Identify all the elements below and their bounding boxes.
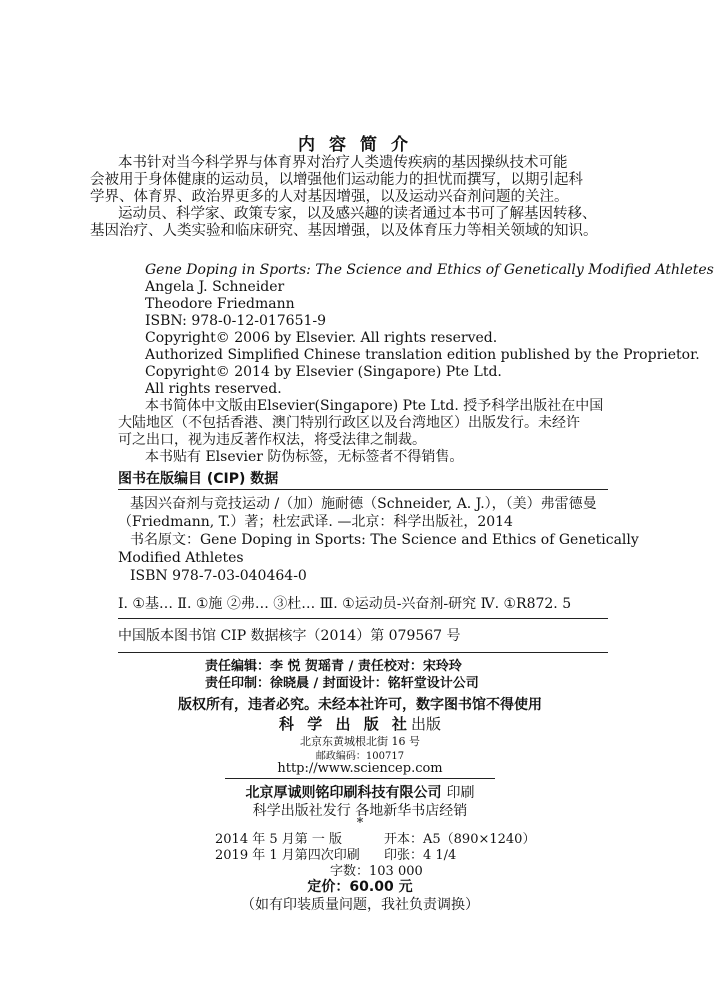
price: 定价：60.00 元: [307, 879, 413, 895]
edition-printing: 2019 年 1 月第四次印刷: [215, 848, 360, 863]
printer-name: 北京厚诚则铭印刷科技有限公司: [245, 785, 442, 801]
intro-line-4: 运动员、科学家、政策专家，以及感兴趣的读者通过本书可了解基因转移、: [118, 206, 597, 222]
quality-note: （如有印装质量问题，我社负责调换）: [241, 897, 479, 913]
page-title: 内容简介: [298, 135, 422, 155]
separator-star: *: [356, 816, 364, 831]
intro-line-1: 本书针对当今科学界与体育界对治疗人类遗传疾病的基因操纵技术可能: [118, 155, 568, 171]
license-line-2: 大陆地区（不包括香港、澳门特别行政区以及台湾地区）出版发行。未经许: [118, 415, 580, 431]
cip-line-1: 基因兴奋剂与竞技运动 /（加）施耐德（Schneider, A. J.），（美）弗雷德曼: [130, 496, 597, 512]
production-credits: 责任印制：徐晓晨 / 封面设计：铭轩堂设计公司: [205, 676, 479, 691]
edition-words: 字数：103 000: [330, 864, 423, 879]
publisher-postcode: 邮政编码：100717: [315, 751, 405, 762]
license-line-1: 本书简体中文版由Elsevier(Singapore) Pte Ltd. 授予科学出版社在中国: [145, 398, 604, 414]
publisher-address: 北京东黄城根北街 16 号: [300, 735, 420, 748]
publisher-rule: [225, 778, 495, 779]
edition-sheets: 印张：4 1/4: [384, 848, 457, 863]
printer-suffix: 印刷: [446, 785, 475, 801]
edition-format: 开本：A5（890×1240）: [384, 832, 536, 847]
editor-credits: 责任编辑：李 悦 贺瑶青 / 责任校对：宋玲玲: [205, 659, 462, 674]
publisher-name: 科 学 出 版 社: [279, 715, 411, 733]
cip-bottom-rule: [118, 618, 608, 619]
publisher-suffix: 出版: [410, 715, 441, 733]
license-line-3: 可之出口，视为违反著作权法，将受法律之制裁。: [118, 432, 426, 448]
original-isbn: ISBN: 978-0-12-017651-9: [145, 313, 327, 329]
intro-line-5: 基因治疗、人类实验和临床研究、基因增强，以及体育压力等相关领域的知识。: [90, 223, 598, 239]
cip-classification: Ⅰ. ①基… Ⅱ. ①施 ②弗… ③杜… Ⅲ. ①运动员-兴奋剂-研究 Ⅳ. ①R872. 5: [118, 596, 572, 612]
edition-first: 2014 年 5 月第 一 版: [215, 832, 343, 847]
publisher-url: http://www.sciencep.com: [277, 761, 443, 776]
cip-isbn: ISBN 978-7-03-040464-0: [130, 568, 307, 584]
authorization-note: Authorized Simplified Chinese translation edition published by the Proprietor.: [145, 347, 700, 363]
cip-top-rule: [118, 489, 608, 490]
author-2: Theodore Friedmann: [145, 296, 295, 312]
printer-line: [0, 782, 720, 802]
cip-record: 中国版本图书馆 CIP 数据核字（2014）第 079567 号: [118, 628, 461, 644]
cip-heading: 图书在版编目 (CIP) 数据: [118, 471, 279, 487]
copyright-2014: Copyright© 2014 by Elsevier (Singapore) Pte Ltd.: [145, 364, 502, 380]
cip-line-3: 书名原文：Gene Doping in Sports: The Science and Ethics of Genetically: [130, 532, 639, 548]
cip-line-4: Modified Athletes: [118, 550, 244, 566]
copyright-2006: Copyright© 2006 by Elsevier. All rights reserved.: [145, 330, 498, 346]
anti-counterfeit-note: 本书贴有 Elsevier 防伪标签，无标签者不得销售。: [145, 449, 464, 465]
intro-line-3: 学界、体育界、政治界更多的人对基因增强，以及运动兴奋剂问题的关注。: [90, 189, 569, 205]
author-1: Angela J. Schneider: [145, 279, 285, 295]
credits-top-rule: [118, 652, 608, 653]
cip-line-2: （Friedmann, T.）著；杜宏武译. —北京：科学出版社，2014: [118, 514, 513, 530]
original-title: Gene Doping in Sports: The Science and Ethics of Genetically Modified Athletes: [145, 262, 714, 278]
rights-notice: 版权所有，违者必究。未经本社许可，数字图书馆不得使用: [178, 697, 542, 713]
intro-line-2: 会被用于身体健康的运动员，以增强他们运动能力的担忧而撰写，以期引起科: [90, 172, 583, 188]
distribution-line: 科学出版社发行 各地新华书店经销: [252, 803, 468, 819]
all-rights-reserved: All rights reserved.: [145, 381, 282, 397]
publisher-line: [0, 713, 720, 734]
